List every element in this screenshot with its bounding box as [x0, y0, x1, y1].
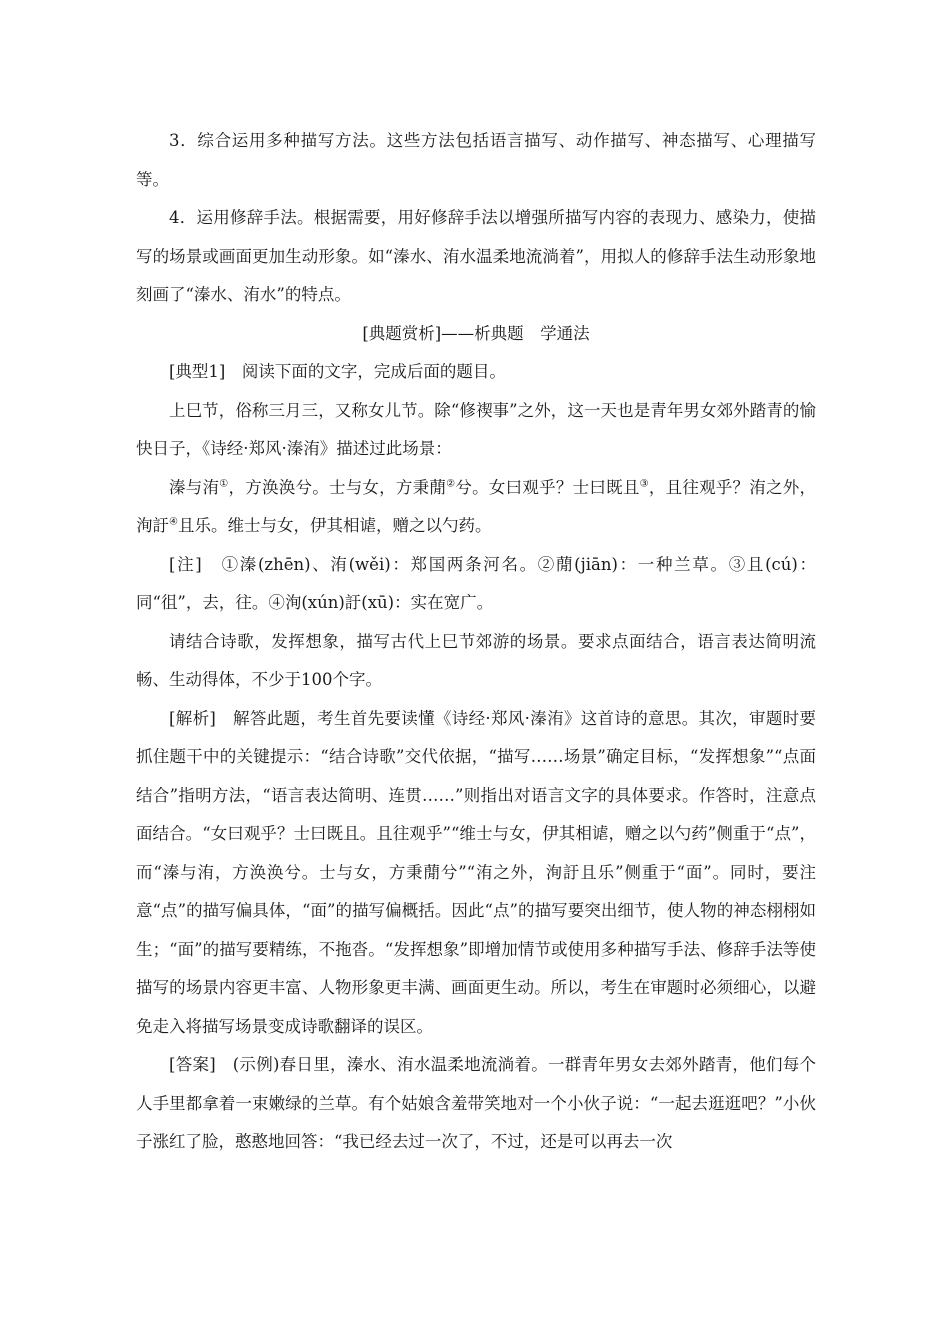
footnote-marker: ③	[639, 478, 649, 489]
footnote-marker: ②	[446, 478, 456, 489]
footnote-marker: ①	[219, 478, 229, 489]
answer-paragraph: [答案] (示例)春日里，溱水、洧水温柔地流淌着。一群青年男女去郊外踏青，他们每个人手里都拿着一束嫩绿的兰草。有个姑娘含羞带笑地对一个小伙子说：“一起去逛逛吧？”小伙子涨红了脸，憨憨地回答：“我已经去过一次了，不过，还是可以再去一次	[136, 1055, 816, 1151]
document-body	[136, 122, 816, 1162]
poem-paragraph	[136, 469, 816, 546]
footnote-marker: ④	[169, 516, 178, 528]
paragraph-method-3: 3．综合运用多种描写方法。这些方法包括语言描写、动作描写、神态描写、心理描写等。	[136, 131, 816, 189]
example-intro: [典型1] 阅读下面的文字，完成后面的题目。	[169, 362, 506, 381]
section-heading: [典题赏析]——析典题 学通法	[362, 323, 590, 343]
analysis-paragraph: [解析] 解答此题，考生首先要读懂《诗经·郑风·溱洧》这首诗的意思。其次，审题时要抓住题干中的关键提示：“结合诗歌”交代依据，“描写……场景”确定目标，“发挥想象”“点面结合”指明方法，“语言表达简明、连贯……”则指出对语言文字的具体要求。作答时，注意点面结合。“女曰观乎？士曰既且。且往观乎”“维士与女，伊其相谑，赠之以勺药”侧重于“点”，而“溱与洧，方涣涣兮。士与女，方秉蕑兮”“洧之外，洵訏且乐”侧重于“面”。同时，要注意“点”的描写偏具体，“面”的描写偏概括。因此“点”的描写要突出细节，使人物的神态栩栩如生；“面”的描写要精练，不拖沓。“发挥想象”即增加情节或使用多种描写手法、修辞手法等使描写的场景内容更丰富、人物形象更丰满、画面更生动。所以，考生在审题时必须细心，以避免走入将描写场景变成诗歌翻译的误区。	[136, 708, 816, 1036]
notes-paragraph: [注] ①溱(zhēn)、洧(wěi)：郑国两条河名。②蕑(jiān)：一种兰草。③且(cú)：同“徂”，去，往。④洵(xún)訏(xū)：实在宽广。	[136, 554, 816, 612]
poem-text: 溱与洧	[169, 477, 220, 497]
question-paragraph: 请结合诗歌，发挥想象，描写古代上巳节郊游的场景。要求点面结合，语言表达简明流畅、生动得体，不少于100个字。	[136, 631, 816, 689]
poem-text: ，且往观乎？洧之外，洵訏	[136, 477, 817, 535]
poem-text: 兮。女曰观乎？士曰既且	[455, 477, 640, 497]
poem-text: ，方涣涣兮。士与女，方秉蕑	[228, 477, 447, 497]
paragraph-method-4: 4．运用修辞手法。根据需要，用好修辞手法以增强所描写内容的表现力、感染力，使描写的场景或画面更加生动形象。如“溱水、洧水温柔地流淌着”，用拟人的修辞手法生动形象地刻画了“溱水、洧水”的特点。	[136, 208, 816, 304]
passage-paragraph: 上巳节，俗称三月三，又称女儿节。除“修禊事”之外，这一天也是青年男女郊外踏青的愉快日子，《诗经·郑风·溱洧》描述过此场景：	[136, 400, 816, 458]
poem-text: 且乐。维士与女，伊其相谑，赠之以勺药。	[177, 516, 492, 535]
